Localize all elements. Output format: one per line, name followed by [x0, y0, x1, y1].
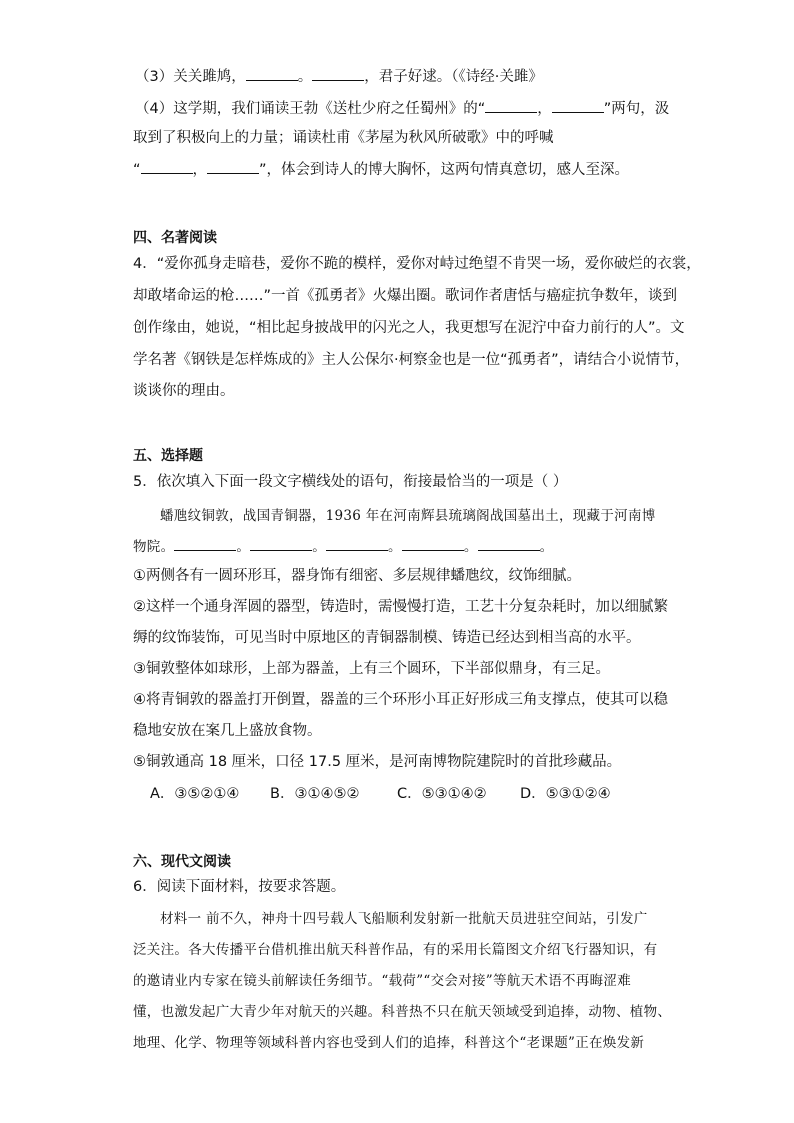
- q3-item4-line2: 取到了积极向上的力量；诵读杜甫《茅屋为秋风所破歌》中的呼喊: [133, 130, 554, 146]
- answer-blank[interactable]: [207, 159, 259, 174]
- answer-blank[interactable]: [141, 159, 193, 174]
- section-5-option: ③铜敦整体如球形，上部为器盖，上有三个圆环，下半部似鼎身，有三足。: [133, 661, 610, 677]
- section-6-line: 懂，也激发起广大青少年对航天的兴趣。科普热不只在航天领域受到追捧，动物、植物、: [133, 1004, 672, 1020]
- section-6-question: 6．阅读下面材料，按要求答题。: [133, 879, 346, 895]
- section-5-title: 五、选择题: [133, 448, 203, 464]
- section-6-line: 材料一 前不久，神舟十四号载人飞船顺利发射新一批航天员进驻空间站，引发广: [160, 911, 648, 927]
- answer-blank[interactable]: [485, 98, 537, 113]
- q3-item4-line3: “ ， ”，体会到诗人的博大胸怀，这两句情真意切，感人至深。: [133, 159, 629, 180]
- choice-c[interactable]: C．⑤③①④②: [397, 786, 487, 802]
- section-4-line: 谈谈你的理由。: [133, 383, 235, 399]
- answer-blank[interactable]: [250, 536, 312, 551]
- section-6-line: 泛关注。各大传播平台借机推出航天科普作品，有的采用长篇图文介绍飞行器知识，有: [133, 942, 658, 958]
- answer-blank[interactable]: [174, 536, 236, 551]
- section-5-option: ①两侧各有一圆环形耳，器身饰有细密、多层规律蟠虺纹，纹饰细腻。: [133, 568, 581, 584]
- section-5-option: 缛的纹饰装饰，可见当时中原地区的青铜器制模、铸造已经达到相当高的水平。: [133, 630, 641, 646]
- section-6-line: 地理、化学、物理等领域科普内容也受到人们的追捧，科普这个“老课题”正在焕发新: [133, 1035, 645, 1051]
- choice-d[interactable]: D．⑤③①②④: [520, 786, 611, 802]
- answer-blank[interactable]: [312, 66, 364, 81]
- answer-blank[interactable]: [326, 536, 388, 551]
- section-5-option: ②这样一个通身浑圆的器型，铸造时，需慢慢打造，工艺十分复杂耗时，加以细腻繁: [133, 599, 668, 615]
- section-6-title: 六、现代文阅读: [133, 854, 231, 870]
- section-5-option: ⑤铜敦通高 18 厘米，口径 17.5 厘米，是河南博物院建院时的首批珍藏品。: [133, 754, 622, 770]
- section-4-line: 创作缘由，她说，“相比起身披战甲的闪光之人，我更想写在泥泞中奋力前行的人”。文: [133, 320, 685, 336]
- q3-item4-line1: （4）这学期，我们诵读王勃《送杜少府之任蜀州》的“ ， ”两句，汲: [135, 98, 669, 119]
- q3-item3: （3）关关雎鸠， 。 ，君子好逑。（《诗经·关雎》: [135, 66, 543, 87]
- section-5-passage-line1: 蟠虺纹铜敦，战国青铜器，1936 年在河南辉县琉璃阁战国墓出土，现藏于河南博: [160, 508, 656, 524]
- section-4-line: 却敢堵命运的枪……”一首《孤勇者》火爆出圈。歌词作者唐恬与癌症抗争数年，谈到: [133, 288, 678, 304]
- section-5-option: ④将青铜敦的器盖打开倒置，器盖的三个环形小耳正好形成三角支撑点，使其可以稳: [133, 692, 668, 708]
- section-5-passage-line2: 物院。 。 。 。 。 。: [133, 536, 553, 557]
- section-4-title: 四、名著阅读: [133, 230, 217, 246]
- answer-blank[interactable]: [402, 536, 464, 551]
- section-5-choices: [150, 784, 611, 804]
- choice-a[interactable]: A．③⑤②①④: [150, 786, 240, 802]
- section-5-question: 5．依次填入下面一段文字横线处的语句，衔接最恰当的一项是（ ）: [133, 474, 568, 490]
- answer-blank[interactable]: [552, 98, 604, 113]
- section-4-line: 学名著《钢铁是怎样炼成的》主人公保尔·柯察金也是一位“孤勇者”，请结合小说情节，: [133, 352, 690, 368]
- section-4-line: 4．“爱你孤身走暗巷，爱你不跪的模样，爱你对峙过绝望不肯哭一场，爱你破烂的衣裳，: [133, 256, 701, 272]
- answer-blank[interactable]: [246, 66, 298, 81]
- choice-b[interactable]: B．③①④⑤②: [270, 786, 360, 802]
- answer-blank[interactable]: [478, 536, 540, 551]
- section-6-line: 的邀请业内专家在镜头前解读任务细节。“载荷”“交会对接”等航天术语不再晦涩难: [133, 973, 632, 989]
- section-5-option: 稳地安放在案几上盛放食物。: [133, 723, 322, 739]
